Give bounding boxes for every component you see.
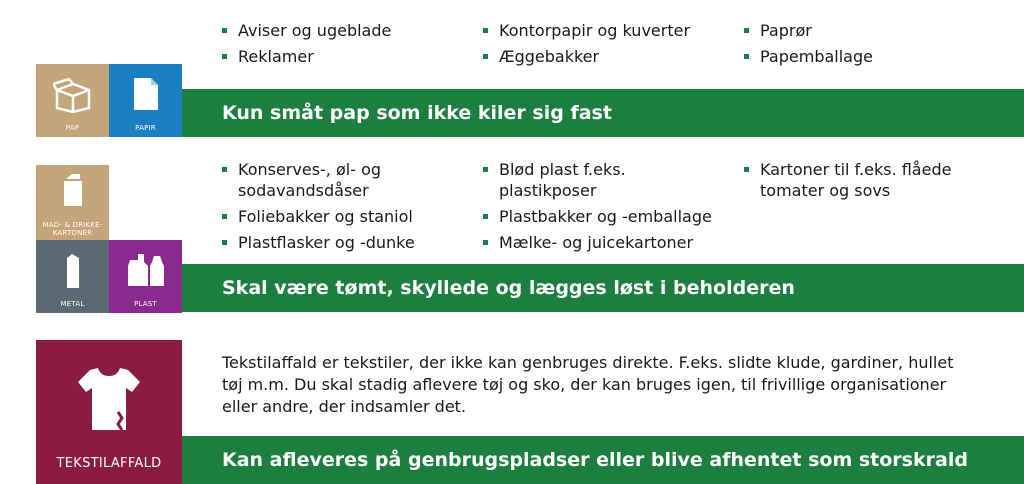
tshirt-icon (78, 366, 140, 432)
list-item: Foliebakker og staniol (222, 206, 442, 227)
papir-label: PAPIR (135, 124, 156, 132)
textile-banner: Kan afleveres på genbrugspladser eller blive afhentet som storskrald (182, 436, 1024, 484)
paper-items-col2 (483, 18, 690, 70)
packaging-items-col3 (744, 159, 964, 206)
paper-sheet-icon (131, 76, 161, 112)
paper-banner: Kun småt pap som ikke kiler sig fast (182, 89, 1024, 137)
list-item: Papemballage (744, 44, 873, 70)
papir-tile (109, 64, 182, 137)
metal-label: METAL (60, 300, 85, 308)
section-textile (0, 340, 1024, 484)
list-item: Paprør (744, 18, 873, 44)
list-item: Plastbakker og -emballage (483, 206, 723, 227)
list-item: Aviser og ugeblade (222, 18, 391, 44)
mad-drikke-tile (36, 165, 109, 240)
tekstil-tile (36, 340, 182, 484)
paper-items-col3 (744, 18, 873, 70)
plast-label: PLAST (134, 300, 157, 308)
pap-tile (36, 64, 109, 137)
box-icon (53, 78, 93, 114)
plast-tile (109, 240, 182, 313)
packaging-items-col2 (483, 159, 723, 258)
list-item: Konserves-, øl- og sodavandsdåser (222, 159, 442, 201)
list-item: Mælke- og juicekartoner (483, 232, 723, 253)
carton-icon (62, 173, 84, 207)
list-item: Kontorpapir og kuverter (483, 18, 690, 44)
section-paper (0, 0, 1024, 140)
paper-items-col1 (222, 18, 391, 70)
packaging-banner: Skal være tømt, skyllede og lægges løst i beholderen (182, 264, 1024, 312)
pap-label: PAP (65, 124, 80, 132)
list-item: Blød plast f.eks. plastikposer (483, 159, 669, 201)
mad-drikke-label: MAD- & DRIKKE-KARTONER (42, 221, 103, 237)
list-item: Reklamer (222, 44, 391, 70)
list-item: Kartoner til f.eks. flåede tomater og sovs (744, 159, 964, 201)
textile-description: Tekstilaffald er tekstiler, der ikke kan genbruges direkte. F.eks. slidte klude, gardiner, hullet tøj m.m. Du skal stadig aflevere tøj og sko, der kan bruges igen, til frivillige organisationer eller andre, der indsamler det. (222, 353, 954, 416)
packaging-items-col1 (222, 159, 442, 258)
tekstil-label: TEKSTILAFFALD (56, 456, 162, 471)
plastic-bottles-icon (124, 250, 168, 288)
list-item: Æggebakker (483, 44, 690, 70)
section-packaging (0, 155, 1024, 315)
metal-tile (36, 240, 109, 313)
can-icon (63, 254, 83, 290)
list-item: Plastflasker og -dunke (222, 232, 442, 253)
